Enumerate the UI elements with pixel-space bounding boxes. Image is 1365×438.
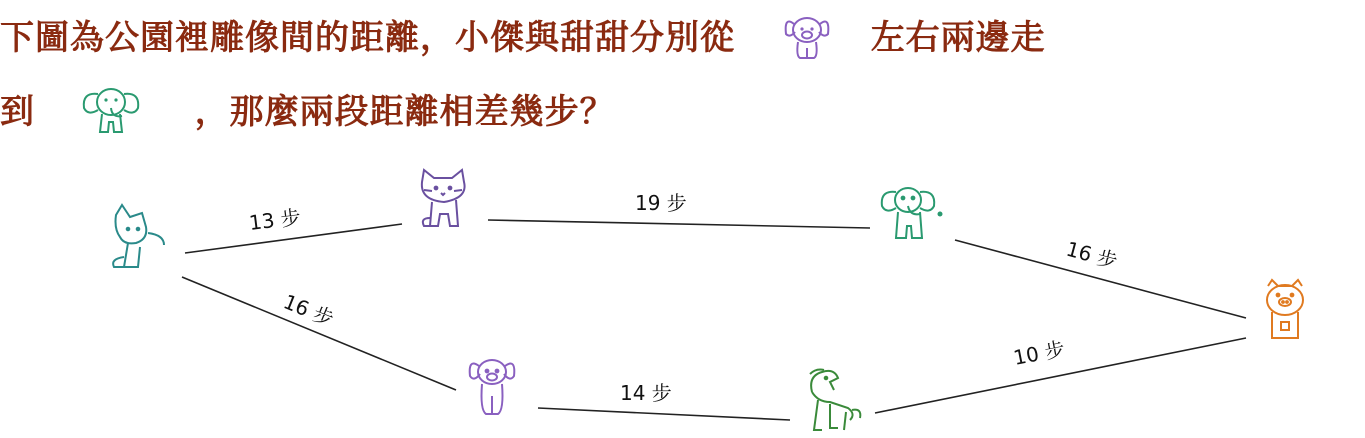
edge-fox-dog bbox=[182, 277, 456, 390]
edge-label-dog-horse: 14 步 bbox=[620, 381, 672, 405]
pig-icon bbox=[1267, 280, 1303, 338]
cat-icon bbox=[422, 170, 465, 226]
edge-label-elephant-pig: 16 步 bbox=[1063, 236, 1120, 274]
edge-label-fox-dog: 16 步 bbox=[280, 289, 338, 332]
question-text-part1: 下圖為公園裡雕像間的距離，小傑與甜甜分別從 bbox=[0, 18, 735, 58]
fox-icon bbox=[113, 205, 164, 267]
edge-label-fox-cat: 13 步 bbox=[247, 204, 303, 235]
edge-dog-horse bbox=[538, 408, 790, 420]
question-text-part3: 到 bbox=[0, 92, 35, 132]
edge-label-horse-pig: 10 步 bbox=[1011, 336, 1067, 370]
question-text-part2: 左右兩邊走 bbox=[870, 18, 1046, 58]
question-text-part4: ，那麼兩段距離相差幾步？ bbox=[194, 92, 615, 132]
horse-icon bbox=[810, 370, 860, 431]
dog-icon bbox=[470, 360, 515, 414]
elephant-icon bbox=[882, 188, 943, 238]
edge-label-cat-elephant: 19 步 bbox=[635, 191, 687, 215]
edge-cat-elephant bbox=[488, 220, 870, 228]
